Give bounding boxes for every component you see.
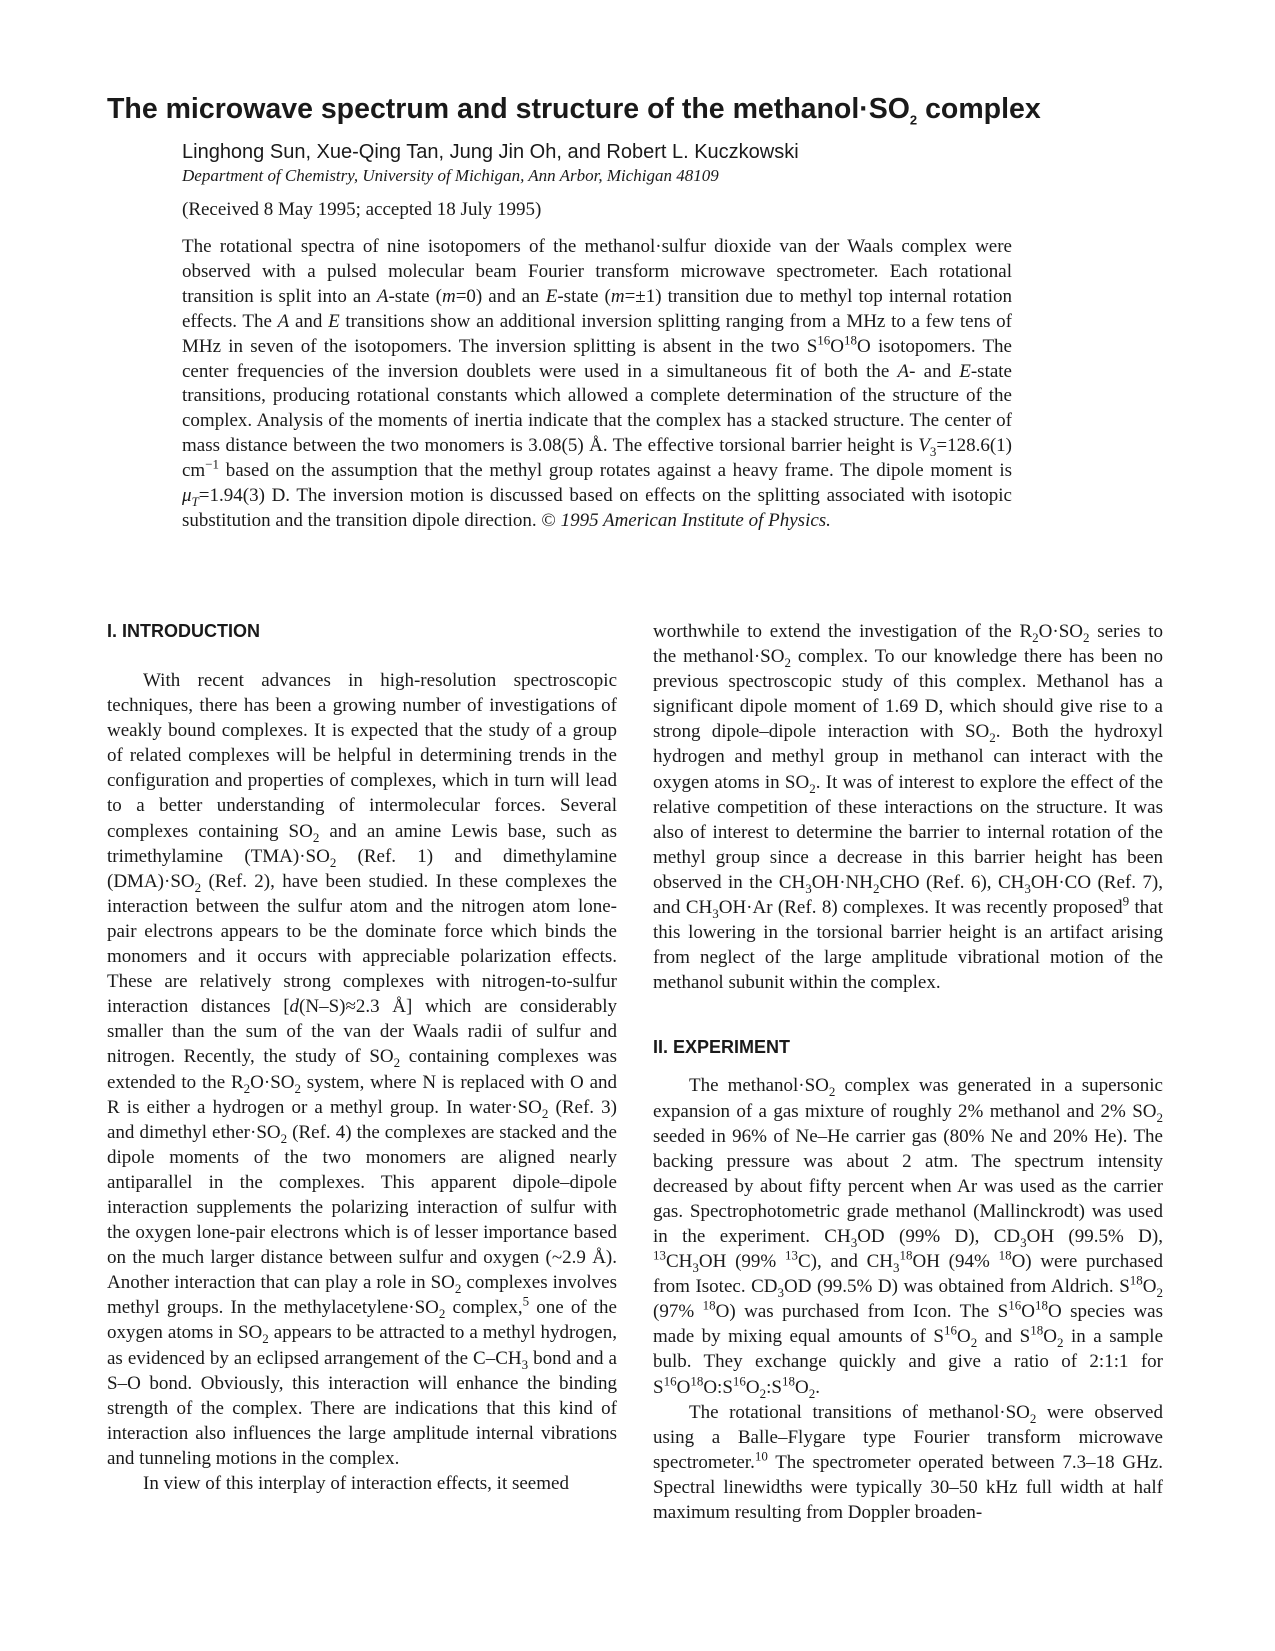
- experiment-paragraph-1: The $methanol\cdot SO_2$ complex was generated in a supersonic expansion of a gas mixture of roughly 2% methanol and 2% $SO_2$ seeded in 96% of Ne–He carrier gas (80% Ne and 20% He). The backing pressure was about 2 atm. The spectrum intensity decreased by about fifty percent when Ar was used as the carrier gas. Spectrophotometric grade methanol (Mallinckrodt) was used in the experiment. $CH_3OD$ (99% D), $CD_3OH$ (99.5% D), $^{13}CH_3OH$ (99% $^{13}$C), and $CH_3^{18}OH$ (94% $^{18}$O) were purchased from Isotec. $CD_3OD$ (99.5% D) was obtained from Aldrich. $S^{18}O_2$ (97% $^{18}$O) was purchased from Icon. The $S^{16}O^{18}O$ species was made by mixing equal amounts of $S^{16}O_2$ and $S^{18}O_2$ in a sample bulb. They exchange quickly and give a ratio of 2:1:1 for $S^{16}O^{18}O:S^{16}O_2:S^{18}O_2$.: [653, 1075, 1164, 1401]
- experiment-paragraph-2: The rotational transitions of $methanol\cdot SO_2$ were observed using a Balle–Flygare type Fourier transform microwave spectrometer.$^{10}$ The spectrometer operated between 7.3–18 GHz. Spectral linewidths were typically 30–50 kHz full width at half maximum resulting from Doppler broaden-: [653, 1401, 1163, 1523]
- left-column: [107, 619, 617, 1496]
- received-dates: (Received 8 May 1995; accepted 18 July 1995): [182, 199, 542, 220]
- intro-paragraph-2: In view of this interplay of interaction effects, it seemed: [143, 1473, 569, 1494]
- abstract: The rotational spectra of nine isotopomers of the methanol·sulfur dioxide van der Waals complex were observed with a pulsed molecular beam Fourier transform microwave spectrometer. Each rotational transition is split into an A-state (m=0) and an E-state (m=±1) transition due to methyl top internal rotation effects. The A and E transitions show an additional inversion splitting ranging from a MHz to a few tens of MHz in seven of the isotopomers. The inversion splitting is absent in the two $S^{16}O^{18}O$ isotopomers. The center frequencies of the inversion doublets were used in a simultaneous fit of both the A- and E-state transitions, producing rotational constants which allowed a complete determination of the structure of the complex. Analysis of the moments of inertia indicate that the complex has a stacked structure. The center of mass distance between the two monomers is 3.08(5) Å. The effective torsional barrier height is $V_3=128.6(1)$ $cm^{-1}$ based on the assumption that the methyl group rotates against a heavy frame. The dipole moment is $\mu_T=1.94(3)$ D. The inversion motion is discussed based on effects on the splitting associated with isotopic substitution and the transition dipole direction. © 1995 American Institute of Physics.: [182, 236, 1012, 531]
- intro-paragraph-1: With recent advances in high-resolution spectroscopic techniques, there has been a growing number of investigations of weakly bound complexes. It is expected that the study of a group of related complexes will be helpful in determining trends in the configuration and properties of complexes, which in turn will lead to a better understanding of intermolecular forces. Several complexes containing $SO_2$ and an amine Lewis base, such as trimethylamine $(TMA)\cdot SO_2$ (Ref. 1) and dimethylamine $(DMA)\cdot SO_2$ (Ref. 2), have been studied. In these complexes the interaction between the sulfur atom and the nitrogen atom lone-pair electrons appears to be the dominate force which binds the monomers and it occurs with appreciable polarization effects. These are relatively strong complexes with nitrogen-to-sulfur interaction distances [d(N–S)≈2.3 Å] which are considerably smaller than the sum of the van der Waals radii of sulfur and nitrogen. Recently, the study of $SO_2$ containing complexes was extended to the $R_2O\cdot SO_2$ system, where N is replaced with O and R is either a hydrogen or a methyl group. In $water\cdot SO_2$ (Ref. 3) and dimethyl $ether\cdot SO_2$ (Ref. 4) the complexes are stacked and the dipole moments of the two monomers are aligned nearly antiparallel in the complexes. This apparent dipole–dipole interaction supplements the polarizing interaction of sulfur with the oxygen lone-pair electrons which is of lesser importance based on the much larger distance between sulfur and oxygen (~2.9 Å). Another interaction that can play a role in $SO_2$ complexes involves methyl groups. In the $methylacetylene\cdot SO_2$ complex,$^5$ one of the oxygen atoms in $SO_2$ appears to be attracted to a methyl hydrogen, as evidenced by an eclipsed arrangement of the $C-CH_3$ bond and a S–O bond. Obviously, this interaction will enhance the binding strength of the complex. There are indications that this kind of interaction also influences the large amplitude internal vibrations and tunneling motions in the complex.: [107, 670, 618, 1469]
- section-heading-introduction: I. INTRODUCTION: [107, 621, 260, 641]
- author-list: Linghong Sun, Xue-Qing Tan, Jung Jin Oh, and Robert L. Kuczkowski: [182, 141, 799, 163]
- affiliation: Department of Chemistry, University of Michigan, Ann Arbor, Michigan 48109: [182, 166, 719, 185]
- section-heading-experiment: II. EXPERIMENT: [653, 1037, 791, 1058]
- right-column: [653, 619, 1163, 1525]
- intro-paragraph-2-continued: worthwhile to extend the investigation of the $R_2O\cdot SO_2$ series to the $methanol\cdot SO_2$ complex. To our knowledge there has been no previous spectroscopic study of this complex. Methanol has a significant dipole moment of 1.69 D, which should give rise to a strong dipole–dipole interaction with $SO_2$. Both the hydroxyl hydrogen and methyl group in methanol can interact with the oxygen atoms in $SO_2$. It was of interest to explore the effect of the relative competition of these interactions on the structure. It was also of interest to determine the barrier to internal rotation of the methyl group since a decrease in this barrier height has been observed in the $CH_3OH\cdot NH_2CHO$ (Ref. 6), $CH_3OH\cdot CO$ (Ref. 7), and $CH_3OH\cdot Ar$ (Ref. 8) complexes. It was recently proposed$^9$ that this lowering in the torsional barrier height is an artifact arising from neglect of the large amplitude vibrational motion of the methanol subunit within the complex.: [653, 621, 1164, 994]
- paper-title: The microwave spectrum and structure of the $methanol\cdot SO_2$ complex: [107, 93, 1041, 128]
